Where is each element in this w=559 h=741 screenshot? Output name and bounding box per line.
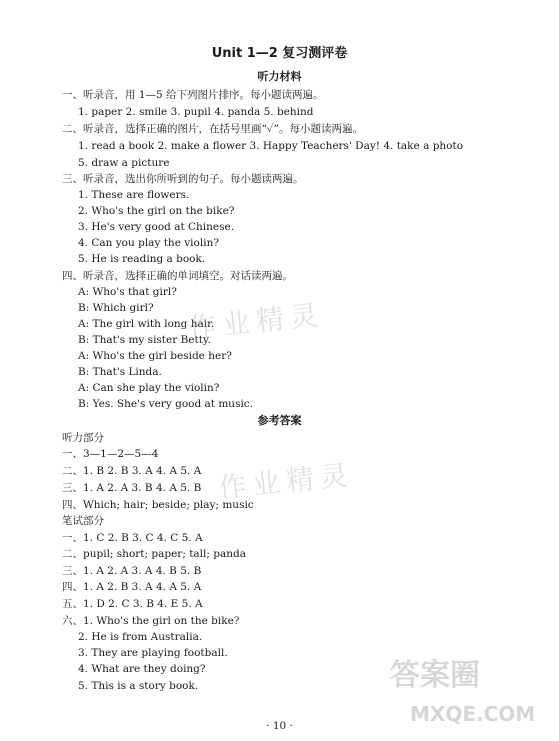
answer-line: 2. He is from Australia. [78, 631, 203, 643]
dialog-line: A: Who's that girl? [78, 286, 177, 298]
q3-item: 1. These are flowers. [78, 189, 190, 201]
watermark-text: 作业精灵 [186, 297, 326, 346]
q3-item: 2. Who's the girl on the bike? [78, 205, 235, 217]
answer-line: 5. This is a story book. [78, 680, 199, 692]
listening-part-label: 听力部分 [62, 432, 104, 444]
question-3-heading: 三、听录音，选出你所听到的句子。每小题读两遍。 [62, 173, 304, 185]
dialog-line: B: That's Linda. [78, 366, 162, 378]
answer-line: 3. They are playing football. [78, 647, 228, 659]
written-part-label: 笔试部分 [62, 515, 104, 527]
answer-line: 4. What are they doing? [78, 663, 206, 675]
answer-line: 四、Which; hair; beside; play; music [62, 499, 254, 511]
dialog-line: B: Which girl? [78, 302, 154, 314]
dialog-line: B: That's my sister Betty. [78, 334, 211, 346]
q3-item: 3. He's very good at Chinese. [78, 221, 235, 233]
question-2-heading: 二、听录音，选择正确的图片，在括号里画“✓”。每小题读两遍。 [62, 123, 364, 135]
answer-line: 一、1. C 2. B 3. C 4. C 5. A [62, 532, 203, 544]
q3-item: 5. He is reading a book. [78, 253, 206, 265]
question-4-heading: 四、听录音，选择正确的单词填空。对话读两遍。 [62, 270, 293, 282]
watermark-logo-url: MXQE.COM [410, 702, 536, 726]
question-1-items: 1. paper 2. smile 3. pupil 4. panda 5. behind [78, 106, 314, 118]
page-number: · 10 · [266, 720, 293, 732]
dialog-line: A: The girl with long hair. [78, 318, 215, 330]
question-2-items-cont: 5. draw a picture [78, 157, 170, 169]
question-1-heading: 一、听录音，用 1—5 给下列图片排序。每小题读两遍。 [62, 89, 324, 101]
question-2-items: 1. read a book 2. make a flower 3. Happy Teachers' Day! 4. take a photo [78, 140, 464, 152]
dialog-line: A: Can she play the violin? [78, 382, 220, 394]
answer-line: 二、1. B 2. B 3. A 4. A 5. A [62, 465, 202, 477]
watermark-logo: 答案圈 [390, 658, 480, 693]
answer-line: 一、3—1—2—5—4 [62, 448, 159, 460]
answer-line: 二、pupil; short; paper; tall; panda [62, 548, 246, 560]
dialog-line: A: Who's the girl beside her? [78, 350, 232, 362]
watermark-text: 作业精灵 [216, 457, 356, 506]
answer-line: 五、1. D 2. C 3. B 4. E 5. A [62, 598, 203, 610]
q3-item: 4. Can you play the violin? [78, 237, 219, 249]
dialog-line: B: Yes. She's very good at music. [78, 398, 254, 410]
section-subtitle: 听力材料 [257, 70, 302, 83]
answer-line: 三、1. A 2. A 3. A 4. B 5. B [62, 565, 202, 577]
answer-line: 四、1. A 2. B 3. A 4. A 5. A [62, 581, 202, 593]
answer-line: 六、1. Who's the girl on the bike? [62, 615, 240, 627]
page-title: Unit 1—2 复习测评卷 [211, 46, 348, 61]
answers-title: 参考答案 [257, 414, 302, 427]
answer-line: 三、1. A 2. A 3. B 4. A 5. B [62, 482, 202, 494]
